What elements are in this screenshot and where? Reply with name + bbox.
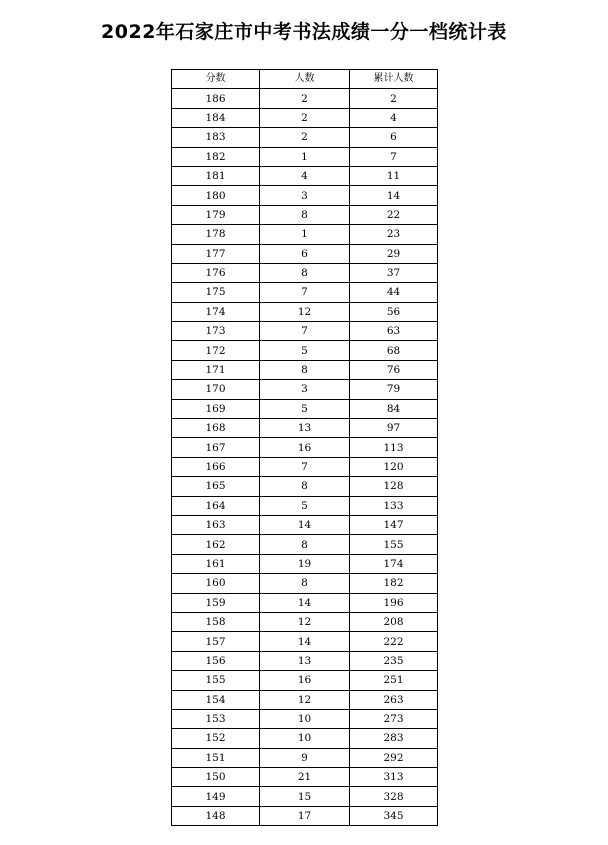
count-cell: 3 <box>260 380 350 399</box>
score-cell: 169 <box>172 399 260 418</box>
count-cell: 21 <box>260 768 350 787</box>
count-cell: 8 <box>260 477 350 496</box>
score-cell: 157 <box>172 632 260 651</box>
cumulative-cell: 11 <box>350 166 438 185</box>
table-row <box>172 283 438 302</box>
score-cell: 151 <box>172 748 260 767</box>
table-row <box>172 651 438 670</box>
table-row <box>172 535 438 554</box>
count-cell: 1 <box>260 147 350 166</box>
count-cell: 3 <box>260 186 350 205</box>
cumulative-cell: 4 <box>350 108 438 127</box>
score-cell: 165 <box>172 477 260 496</box>
count-cell: 8 <box>260 535 350 554</box>
count-cell: 16 <box>260 671 350 690</box>
cumulative-cell: 283 <box>350 729 438 748</box>
score-cell: 176 <box>172 263 260 282</box>
count-cell: 10 <box>260 729 350 748</box>
count-cell: 13 <box>260 419 350 438</box>
score-cell: 186 <box>172 89 260 108</box>
score-cell: 177 <box>172 244 260 263</box>
count-cell: 5 <box>260 341 350 360</box>
cumulative-cell: 6 <box>350 128 438 147</box>
score-cell: 163 <box>172 515 260 534</box>
table-row <box>172 166 438 185</box>
cumulative-cell: 22 <box>350 205 438 224</box>
cumulative-cell: 182 <box>350 574 438 593</box>
cumulative-cell: 44 <box>350 283 438 302</box>
table-row <box>172 806 438 825</box>
score-cell: 180 <box>172 186 260 205</box>
cumulative-cell: 2 <box>350 89 438 108</box>
score-cell: 155 <box>172 671 260 690</box>
count-cell: 12 <box>260 302 350 321</box>
count-cell: 14 <box>260 515 350 534</box>
table-row <box>172 748 438 767</box>
cumulative-cell: 196 <box>350 593 438 612</box>
table-row <box>172 496 438 515</box>
count-cell: 16 <box>260 438 350 457</box>
cumulative-cell: 313 <box>350 768 438 787</box>
score-cell: 152 <box>172 729 260 748</box>
count-cell: 8 <box>260 574 350 593</box>
cumulative-cell: 79 <box>350 380 438 399</box>
score-cell: 167 <box>172 438 260 457</box>
cumulative-cell: 174 <box>350 554 438 573</box>
score-cell: 173 <box>172 322 260 341</box>
header-count: 人数 <box>260 70 350 89</box>
cumulative-cell: 147 <box>350 515 438 534</box>
table-row <box>172 419 438 438</box>
score-cell: 183 <box>172 128 260 147</box>
table-row <box>172 438 438 457</box>
cumulative-cell: 292 <box>350 748 438 767</box>
table-row <box>172 768 438 787</box>
table-row <box>172 89 438 108</box>
table-row <box>172 612 438 631</box>
score-cell: 162 <box>172 535 260 554</box>
table-row <box>172 225 438 244</box>
table-row <box>172 128 438 147</box>
count-cell: 8 <box>260 360 350 379</box>
table-row <box>172 360 438 379</box>
count-cell: 19 <box>260 554 350 573</box>
table-row <box>172 147 438 166</box>
table-row <box>172 593 438 612</box>
cumulative-cell: 97 <box>350 419 438 438</box>
cumulative-cell: 120 <box>350 457 438 476</box>
cumulative-cell: 263 <box>350 690 438 709</box>
score-cell: 168 <box>172 419 260 438</box>
table-row <box>172 322 438 341</box>
score-cell: 170 <box>172 380 260 399</box>
score-cell: 156 <box>172 651 260 670</box>
table-body <box>172 89 438 826</box>
cumulative-cell: 155 <box>350 535 438 554</box>
table-row <box>172 632 438 651</box>
cumulative-cell: 128 <box>350 477 438 496</box>
cumulative-cell: 84 <box>350 399 438 418</box>
cumulative-cell: 328 <box>350 787 438 806</box>
score-cell: 179 <box>172 205 260 224</box>
cumulative-cell: 68 <box>350 341 438 360</box>
score-cell: 161 <box>172 554 260 573</box>
table-row <box>172 186 438 205</box>
cumulative-cell: 37 <box>350 263 438 282</box>
count-cell: 9 <box>260 748 350 767</box>
cumulative-cell: 23 <box>350 225 438 244</box>
table-row <box>172 244 438 263</box>
count-cell: 14 <box>260 632 350 651</box>
count-cell: 17 <box>260 806 350 825</box>
cumulative-cell: 63 <box>350 322 438 341</box>
score-cell: 174 <box>172 302 260 321</box>
count-cell: 7 <box>260 283 350 302</box>
score-cell: 160 <box>172 574 260 593</box>
count-cell: 14 <box>260 593 350 612</box>
cumulative-cell: 208 <box>350 612 438 631</box>
count-cell: 15 <box>260 787 350 806</box>
score-distribution-table <box>171 69 438 826</box>
table-row <box>172 477 438 496</box>
table-row <box>172 671 438 690</box>
cumulative-cell: 7 <box>350 147 438 166</box>
table-row <box>172 380 438 399</box>
count-cell: 2 <box>260 108 350 127</box>
score-cell: 158 <box>172 612 260 631</box>
table-row <box>172 263 438 282</box>
cumulative-cell: 56 <box>350 302 438 321</box>
score-cell: 159 <box>172 593 260 612</box>
header-cumulative: 累计人数 <box>350 70 438 89</box>
score-cell: 175 <box>172 283 260 302</box>
count-cell: 7 <box>260 457 350 476</box>
count-cell: 5 <box>260 399 350 418</box>
count-cell: 5 <box>260 496 350 515</box>
score-cell: 184 <box>172 108 260 127</box>
cumulative-cell: 345 <box>350 806 438 825</box>
count-cell: 4 <box>260 166 350 185</box>
table-row <box>172 302 438 321</box>
count-cell: 1 <box>260 225 350 244</box>
cumulative-cell: 133 <box>350 496 438 515</box>
table-row <box>172 399 438 418</box>
score-cell: 153 <box>172 709 260 728</box>
count-cell: 8 <box>260 263 350 282</box>
table-header-row <box>172 70 438 89</box>
score-cell: 164 <box>172 496 260 515</box>
page-title: 2022年石家庄市中考书法成绩一分一档统计表 <box>101 21 507 43</box>
cumulative-cell: 273 <box>350 709 438 728</box>
score-cell: 150 <box>172 768 260 787</box>
table-row <box>172 787 438 806</box>
table-row <box>172 457 438 476</box>
count-cell: 7 <box>260 322 350 341</box>
table-row <box>172 709 438 728</box>
score-cell: 148 <box>172 806 260 825</box>
cumulative-cell: 113 <box>350 438 438 457</box>
count-cell: 12 <box>260 612 350 631</box>
score-cell: 171 <box>172 360 260 379</box>
table-row <box>172 729 438 748</box>
table-row <box>172 690 438 709</box>
score-cell: 181 <box>172 166 260 185</box>
count-cell: 2 <box>260 128 350 147</box>
count-cell: 12 <box>260 690 350 709</box>
table-row <box>172 515 438 534</box>
score-cell: 154 <box>172 690 260 709</box>
score-cell: 178 <box>172 225 260 244</box>
cumulative-cell: 29 <box>350 244 438 263</box>
count-cell: 10 <box>260 709 350 728</box>
table-row <box>172 574 438 593</box>
cumulative-cell: 76 <box>350 360 438 379</box>
count-cell: 2 <box>260 89 350 108</box>
count-cell: 13 <box>260 651 350 670</box>
table-row <box>172 108 438 127</box>
score-cell: 149 <box>172 787 260 806</box>
cumulative-cell: 14 <box>350 186 438 205</box>
cumulative-cell: 235 <box>350 651 438 670</box>
score-cell: 182 <box>172 147 260 166</box>
table-row <box>172 341 438 360</box>
table-row <box>172 205 438 224</box>
count-cell: 8 <box>260 205 350 224</box>
table-row <box>172 554 438 573</box>
count-cell: 6 <box>260 244 350 263</box>
cumulative-cell: 251 <box>350 671 438 690</box>
score-cell: 172 <box>172 341 260 360</box>
score-cell: 166 <box>172 457 260 476</box>
header-score: 分数 <box>172 70 260 89</box>
cumulative-cell: 222 <box>350 632 438 651</box>
